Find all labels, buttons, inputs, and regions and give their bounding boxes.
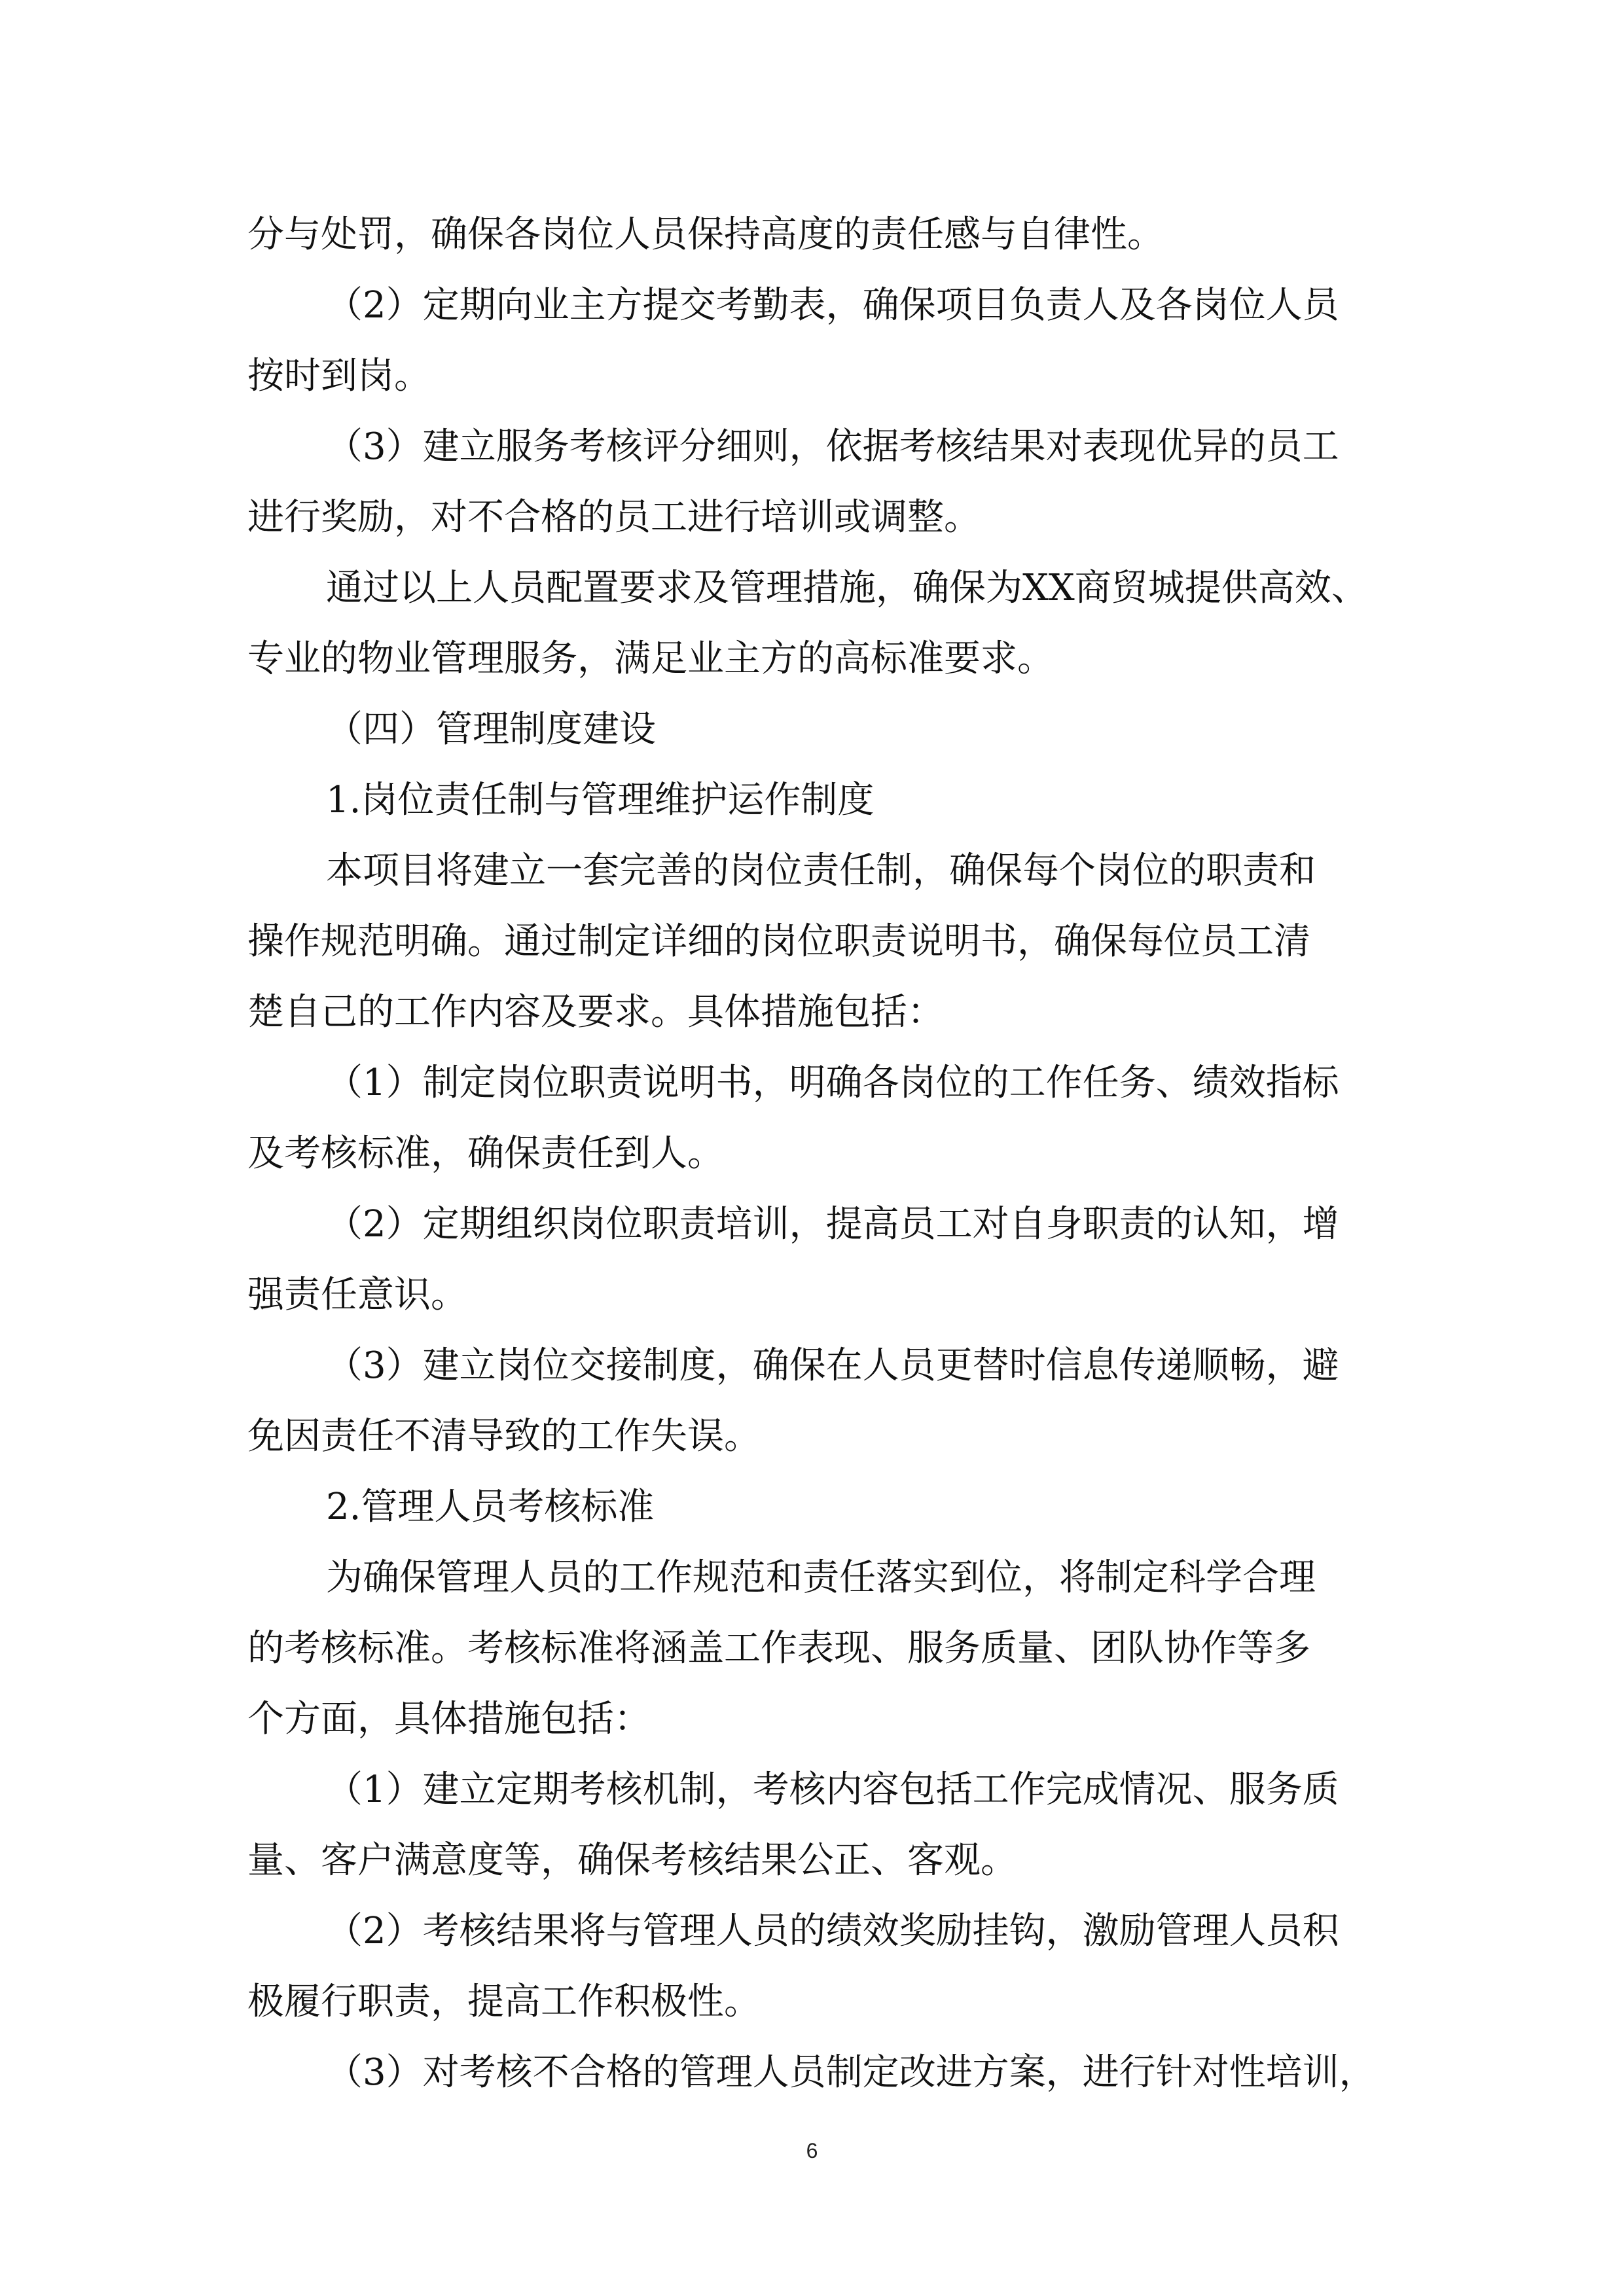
text-line: 个方面，具体措施包括： — [247, 1698, 651, 1740]
text-line: （2）考核结果将与管理人员的绩效奖励挂钩，激励管理人员积 — [326, 1910, 1339, 1952]
text-line: 为确保管理人员的工作规范和责任落实到位，将制定科学合理 — [326, 1556, 1316, 1599]
text-line: （1）制定岗位职责说明书，明确各岗位的工作任务、绩效指标 — [326, 1062, 1339, 1104]
text-line: 极履行职责，提高工作积极性。 — [247, 1981, 761, 2023]
text-line: 分与处罚，确保各岗位人员保持高度的责任感与自律性。 — [247, 213, 1164, 256]
text-line: （四）管理制度建设 — [326, 708, 656, 751]
text-line: 本项目将建立一套完善的岗位责任制，确保每个岗位的职责和 — [326, 850, 1316, 892]
text-line: （3）对考核不合格的管理人员制定改进方案，进行针对性培训， — [326, 2051, 1376, 2094]
text-line: 专业的物业管理服务，满足业主方的高标准要求。 — [247, 637, 1054, 680]
page-number: 6 — [806, 2139, 818, 2162]
text-line: 及考核标准，确保责任到人。 — [247, 1132, 724, 1175]
text-line: 通过以上人员配置要求及管理措施，确保为XX商贸城提供高效、 — [326, 567, 1368, 609]
text-line: 按时到岗。 — [247, 355, 431, 397]
text-line: （2）定期组织岗位职责培训，提高员工对自身职责的认知，增 — [326, 1203, 1339, 1246]
text-line: 强责任意识。 — [247, 1274, 467, 1316]
text-line: 的考核标准。考核标准将涵盖工作表现、服务质量、团队协作等多 — [247, 1627, 1310, 1670]
text-line: 进行奖励，对不合格的员工进行培训或调整。 — [247, 496, 981, 539]
text-line: （2）定期向业主方提交考勤表，确保项目负责人及各岗位人员 — [326, 284, 1339, 327]
text-line: 2.管理人员考核标准 — [326, 1486, 655, 1528]
text-line: 免因责任不清导致的工作失误。 — [247, 1415, 761, 1458]
text-line: 操作规范明确。通过制定详细的岗位职责说明书，确保每位员工清 — [247, 920, 1310, 963]
text-line: 量、客户满意度等，确保考核结果公正、客观。 — [247, 1839, 1017, 1882]
text-line: （3）建立服务考核评分细则，依据考核结果对表现优异的员工 — [326, 425, 1339, 468]
body-text — [247, 200, 1377, 2108]
text-line: 1.岗位责任制与管理维护运作制度 — [326, 779, 875, 821]
text-line: （1）建立定期考核机制，考核内容包括工作完成情况、服务质 — [326, 1768, 1339, 1811]
text-line: 楚自己的工作内容及要求。具体措施包括： — [247, 991, 944, 1033]
text-line: （3）建立岗位交接制度，确保在人员更替时信息传递顺畅，避 — [326, 1344, 1339, 1387]
